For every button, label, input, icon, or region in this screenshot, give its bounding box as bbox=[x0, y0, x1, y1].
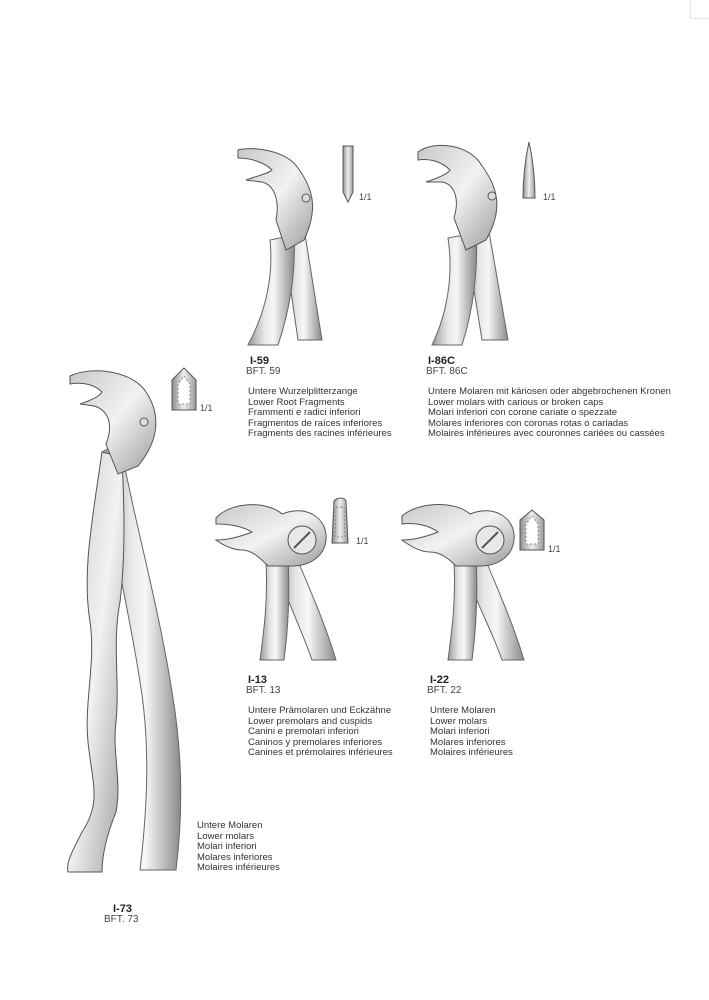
scale-label: 1/1 bbox=[548, 544, 561, 554]
product-description bbox=[197, 821, 280, 874]
forceps-i73-illustration bbox=[62, 362, 192, 877]
bft-number: BFT. 73 bbox=[104, 914, 139, 925]
bft-number: BFT. 86C bbox=[426, 366, 468, 377]
product-code: I-86C bbox=[428, 355, 455, 367]
tip-i73-icon bbox=[170, 366, 198, 414]
description-it: Canini e premolari inferiori bbox=[248, 726, 359, 738]
forceps-i13-illustration bbox=[212, 500, 342, 665]
product-code: I-22 bbox=[430, 674, 449, 686]
forceps-i86c-illustration bbox=[412, 138, 522, 350]
description-de: Untere Molaren bbox=[430, 705, 496, 716]
bft-number: BFT. 59 bbox=[246, 366, 281, 377]
bft-number: BFT. 22 bbox=[427, 685, 462, 696]
description-fr: Molaires inférieures avec couronnes cariées ou cassées bbox=[428, 428, 665, 440]
description-en: Lower premolars and cuspids bbox=[248, 715, 373, 727]
product-description bbox=[248, 706, 393, 759]
description-en: Lower molars bbox=[430, 715, 488, 727]
description-es: Molares inferiores bbox=[430, 736, 506, 748]
page-corner-fold bbox=[690, 0, 709, 19]
description-de: Untere Wurzelplitterzange bbox=[248, 386, 358, 397]
scale-label: 1/1 bbox=[200, 403, 213, 413]
description-es: Molares inferiores con coronas rotas o cariadas bbox=[428, 417, 629, 429]
tip-i86c-icon bbox=[521, 140, 537, 202]
description-it: Frammenti e radici inferiori bbox=[248, 407, 361, 419]
product-description bbox=[248, 387, 392, 440]
scale-label: 1/1 bbox=[356, 536, 369, 546]
description-it: Molari inferiori con corone cariate o spezzate bbox=[428, 407, 618, 419]
scale-label: 1/1 bbox=[359, 192, 372, 202]
tip-i22-icon bbox=[518, 508, 546, 554]
product-description bbox=[430, 706, 513, 759]
description-it: Molari inferiori bbox=[430, 726, 490, 738]
scale-label: 1/1 bbox=[543, 192, 556, 202]
description-en: Lower molars with carious or broken caps bbox=[428, 396, 604, 408]
product-code: I-73 bbox=[113, 903, 132, 915]
description-en: Lower molars bbox=[197, 830, 255, 842]
description-fr: Fragments des racines inférieures bbox=[248, 428, 392, 440]
bft-number: BFT. 13 bbox=[246, 685, 281, 696]
description-es: Fragmentos de raíces inferiores bbox=[248, 417, 383, 429]
description-it: Molari inferiori bbox=[197, 841, 257, 853]
description-de: Untere Prämolaren und Eckzähne bbox=[248, 705, 392, 716]
product-code: I-13 bbox=[248, 674, 267, 686]
description-de: Untere Molaren mit käriosen oder abgebrochenen Kronen bbox=[428, 386, 671, 397]
product-description bbox=[428, 387, 671, 440]
description-de: Untere Molaren bbox=[197, 820, 263, 831]
forceps-i59-illustration bbox=[234, 140, 334, 350]
description-fr: Molaires inférieures bbox=[197, 862, 280, 874]
forceps-i22-illustration bbox=[398, 500, 528, 665]
description-en: Lower Root Fragments bbox=[248, 396, 345, 408]
description-fr: Molaires inférieures bbox=[430, 747, 513, 759]
description-es: Caninos y premolares inferiores bbox=[248, 736, 383, 748]
description-es: Molares inferiores bbox=[197, 851, 273, 863]
description-fr: Canines et prémolaires inférieures bbox=[248, 747, 393, 759]
tip-i13-icon bbox=[330, 497, 350, 547]
product-code: I-59 bbox=[250, 355, 269, 367]
tip-i59-icon bbox=[341, 144, 355, 204]
